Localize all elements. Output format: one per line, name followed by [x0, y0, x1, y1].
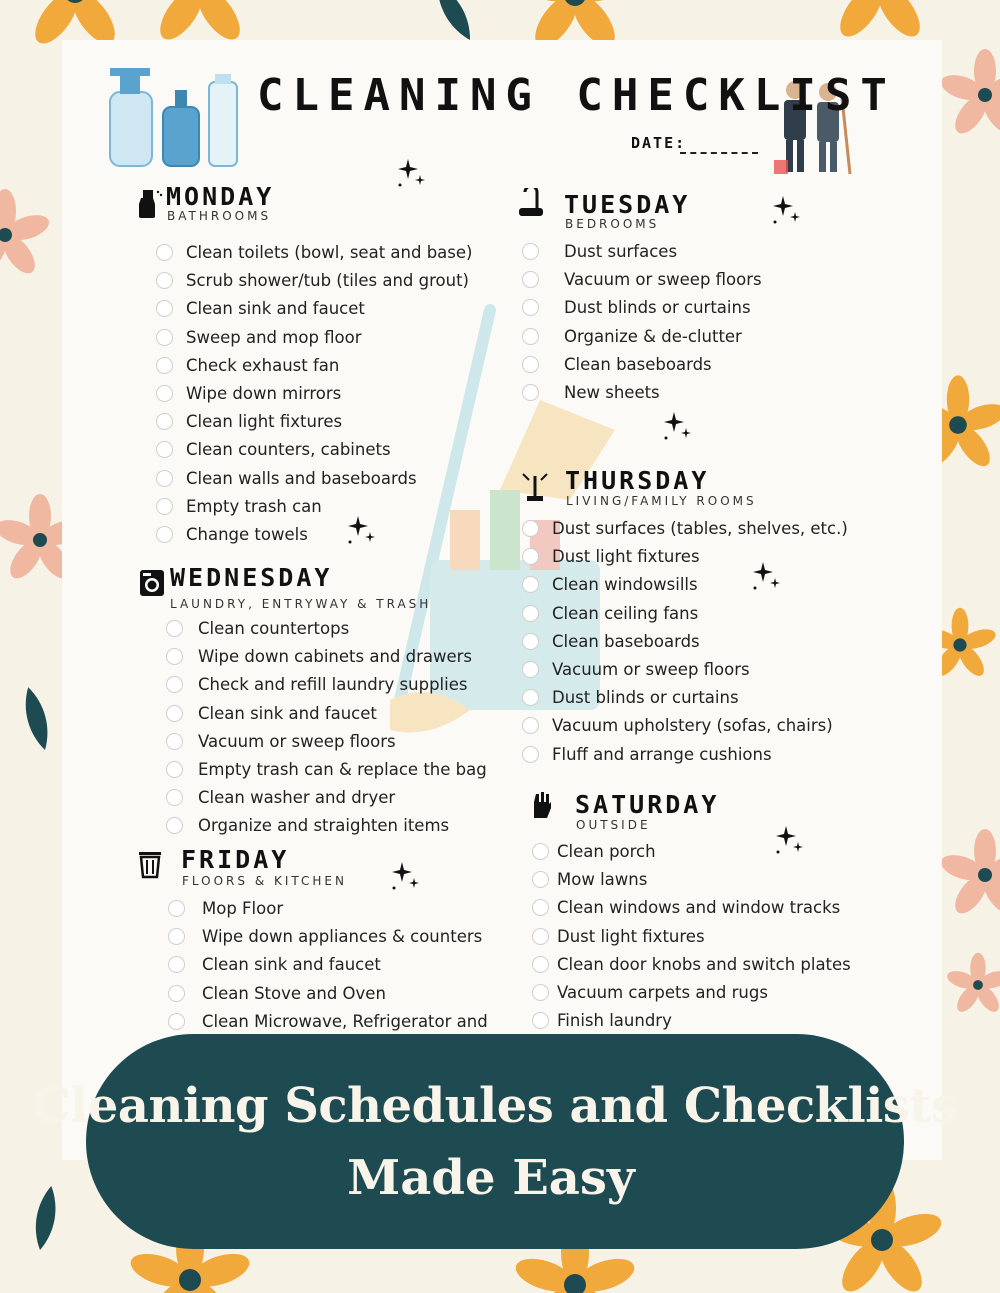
checklist-item-label: Organize and straighten items [198, 816, 450, 836]
checklist-item-label: Mop Floor [202, 899, 284, 918]
checklist-item-label: Clean Microwave, Refrigerator and [202, 1011, 488, 1031]
sparkle-icon [340, 512, 380, 552]
checkbox[interactable] [156, 470, 173, 487]
checklist-item-label: Wipe down appliances & counters [202, 927, 483, 947]
checklist-item-label: Sweep and mop floor [186, 327, 362, 347]
title-banner [86, 1034, 904, 1249]
checkbox[interactable] [532, 984, 549, 1001]
checkbox[interactable] [522, 605, 539, 622]
checkbox[interactable] [522, 520, 539, 537]
checklist-item-label: Wipe down mirrors [186, 383, 342, 403]
page-title: CLEANING CHECKLIST [257, 70, 896, 121]
checkbox[interactable] [522, 633, 539, 650]
date-label: DATE: [631, 134, 687, 152]
checkbox[interactable] [532, 1012, 549, 1029]
checklist-item-label: Check exhaust fan [186, 355, 340, 375]
checklist-item-label: Vacuum or sweep floors [564, 270, 762, 290]
checklist-item-label: Clean toilets (bowl, seat and base) [186, 243, 473, 262]
checklist-item-label: Vacuum or sweep floors [198, 731, 396, 751]
checklist-item-label: Clean walls and baseboards [186, 468, 417, 488]
checkbox[interactable] [522, 328, 539, 345]
monday-subtitle: BATHROOMS [167, 209, 272, 223]
trash-can-icon [136, 849, 164, 879]
thursday-heading: THURSDAY [565, 466, 710, 495]
checklist-item-label: Empty trash can [186, 496, 322, 516]
sparkle-icon [768, 822, 808, 862]
checkbox[interactable] [156, 385, 173, 402]
sparkle-icon [765, 192, 805, 232]
checkbox[interactable] [156, 498, 173, 515]
tuesday-subtitle: BEDROOMS [565, 217, 660, 231]
saturday-subtitle: OUTSIDE [576, 818, 651, 832]
checklist-item-label: Dust surfaces (tables, shelves, etc.) [552, 519, 848, 538]
checklist-item-label: New sheets [564, 382, 660, 402]
friday-subtitle: FLOORS & KITCHEN [182, 874, 347, 888]
checklist-item-label: Dust blinds or curtains [552, 688, 739, 708]
checkbox[interactable] [156, 329, 173, 346]
checkbox[interactable] [156, 413, 173, 430]
checklist-item-label: Empty trash can & replace the bag [198, 759, 487, 779]
spray-bottle-icon [135, 188, 163, 218]
checklist-item-label: Wipe down cabinets and drawers [198, 647, 473, 667]
checkbox[interactable] [156, 244, 173, 261]
checklist-item-label: Dust blinds or curtains [564, 298, 751, 318]
checkbox[interactable] [166, 620, 183, 637]
checklist-item-label: Dust light fixtures [557, 926, 705, 946]
checkbox[interactable] [522, 689, 539, 706]
checklist-item-label: Fluff and arrange cushions [552, 744, 772, 764]
checkbox[interactable] [522, 243, 539, 260]
washing-machine-icon [138, 568, 166, 598]
checklist-item-label: Clean door knobs and switch plates [557, 954, 851, 974]
checkbox[interactable] [522, 384, 539, 401]
thursday-subtitle: LIVING/FAMILY ROOMS [566, 494, 757, 508]
checkbox[interactable] [532, 928, 549, 945]
checklist-item-label: Clean sink and faucet [202, 955, 381, 975]
date-input-line[interactable] [680, 152, 758, 154]
checkbox[interactable] [532, 843, 549, 860]
checkbox[interactable] [166, 761, 183, 778]
wednesday-subtitle: LAUNDRY, ENTRYWAY & TRASH [170, 597, 432, 611]
checkbox[interactable] [156, 526, 173, 543]
checklist-item-label: Clean baseboards [564, 354, 712, 374]
floor-lamp-icon [521, 472, 549, 502]
checklist-item-label: Clean windowsills [552, 575, 698, 595]
checklist-item-label: Organize & de-clutter [564, 326, 742, 346]
checklist-item-label: Clean Stove and Oven [202, 983, 386, 1003]
checklist-item-label: Scrub shower/tub (tiles and grout) [186, 271, 469, 291]
checklist-item-label: Finish laundry [557, 1011, 672, 1031]
cleaning-bottles-icon [105, 62, 240, 170]
vacuum-icon [517, 188, 545, 218]
checkbox[interactable] [522, 356, 539, 373]
checkbox[interactable] [168, 900, 185, 917]
checklist-item-label: Check and refill laundry supplies [198, 675, 468, 695]
banner-headline: Cleaning Schedules and Checklists [32, 1078, 958, 1134]
checklist-item-label: Dust light fixtures [552, 547, 700, 567]
banner-subheadline: Made Easy [347, 1150, 635, 1206]
checkbox[interactable] [166, 733, 183, 750]
monday-heading: MONDAY [166, 182, 275, 211]
checklist-item-label: Vacuum carpets and rugs [557, 982, 768, 1002]
checklist-item-label: Dust surfaces [564, 242, 678, 261]
checklist-item-label: Clean ceiling fans [552, 603, 699, 623]
checkbox[interactable] [156, 357, 173, 374]
sparkle-icon [656, 408, 696, 448]
sparkle-icon [384, 858, 424, 898]
checklist-item-label: Clean counters, cabinets [186, 440, 391, 460]
sparkle-icon [745, 558, 785, 598]
checklist-item-label: Clean windows and window tracks [557, 898, 841, 918]
checklist-item-label: Vacuum upholstery (sofas, chairs) [552, 716, 833, 736]
checklist-item-label: Clean countertops [198, 619, 350, 638]
checkbox[interactable] [168, 985, 185, 1002]
checklist-item-label: Clean light fixtures [186, 412, 343, 432]
checkbox[interactable] [522, 746, 539, 763]
checklist-item-label: Clean baseboards [552, 631, 700, 651]
checklist-item-label: Change towels [186, 524, 308, 544]
checklist-item-label: Clean porch [557, 842, 656, 861]
glove-icon [528, 790, 556, 820]
saturday-heading: SATURDAY [575, 790, 720, 819]
sparkle-icon [390, 155, 430, 195]
friday-heading: FRIDAY [181, 845, 290, 874]
tuesday-heading: TUESDAY [564, 190, 691, 219]
checklist-item-label: Mow lawns [557, 870, 648, 890]
wednesday-heading: WEDNESDAY [170, 563, 333, 592]
checkbox[interactable] [168, 1013, 185, 1030]
checkbox[interactable] [166, 789, 183, 806]
checkbox[interactable] [166, 705, 183, 722]
checkbox[interactable] [522, 661, 539, 678]
checklist-item-label: Clean washer and dryer [198, 788, 396, 808]
checklist-item-label: Clean sink and faucet [186, 299, 365, 319]
checkbox[interactable] [532, 956, 549, 973]
checklist-item-label: Clean sink and faucet [198, 703, 377, 723]
checklist-item-label: Vacuum or sweep floors [552, 659, 750, 679]
